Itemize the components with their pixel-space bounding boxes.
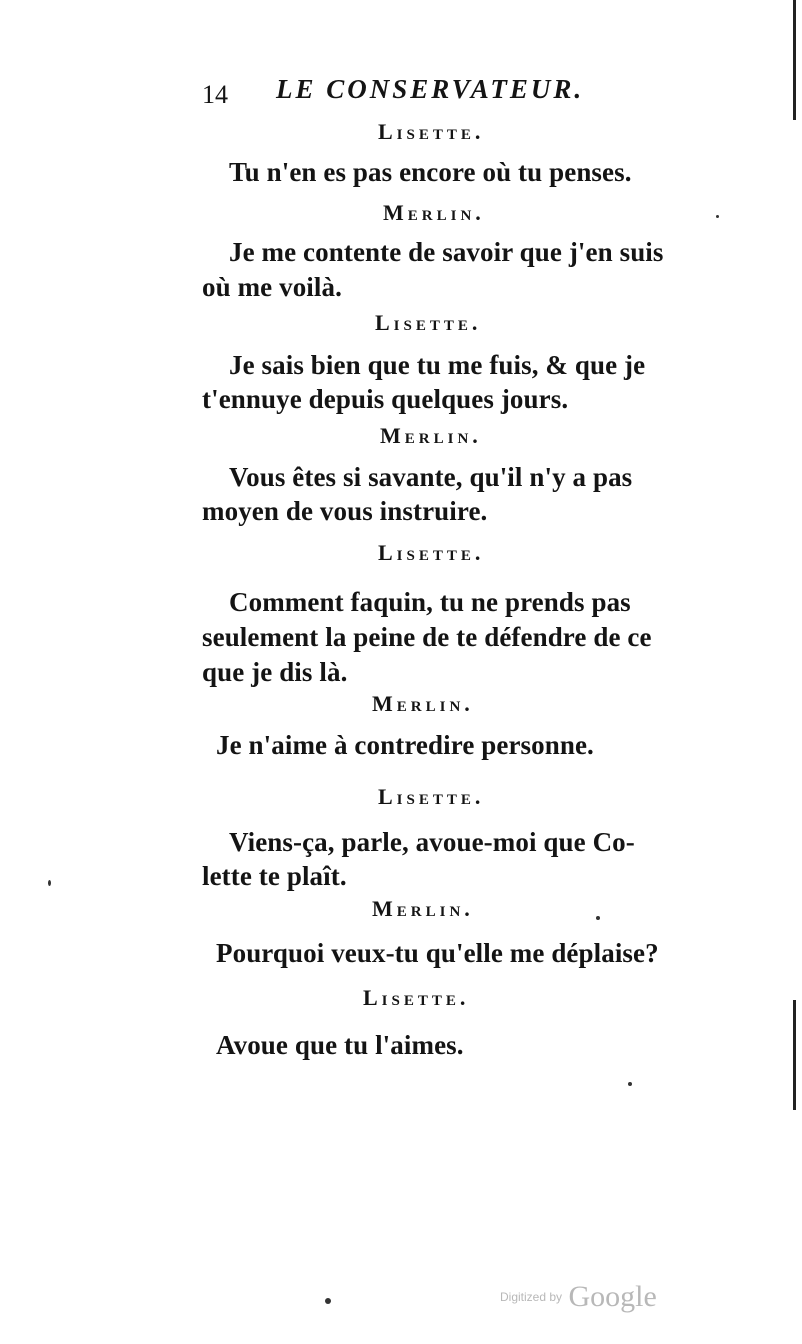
dialogue-line: Je me contente de savoir que j'en suis [229,237,664,267]
speaker-name: Merlin. [383,200,485,225]
dialogue-line: Je n'aime à contredire personne. [216,730,594,760]
speaker-name: Lisette. [378,540,485,565]
dialogue-line: Je sais bien que tu me fuis, & que je [229,350,646,380]
dialogue-line: Pourquoi veux-tu qu'elle me déplaise? [216,938,659,968]
running-title: LE CONSERVATEUR. [276,74,585,104]
dialogue-line: t'ennuye depuis quelques jours. [202,384,569,414]
watermark-prefix: Digitized by [500,1290,563,1304]
dialogue-line: Avoue que tu l'aimes. [216,1030,464,1060]
dialogue-line: où me voilà. [202,272,342,302]
speaker-name: Lisette. [375,310,482,335]
speaker-name: Merlin. [372,691,474,716]
speaker-name: Lisette. [378,784,485,809]
digitized-by-google-watermark [500,1280,657,1314]
speaker-name: Merlin. [380,423,482,448]
dialogue-line: moyen de vous instruire. [202,496,488,526]
scan-margin-line [793,1000,796,1110]
speaker-name: Merlin. [372,896,474,921]
dialogue-line: Comment faquin, tu ne prends pas [229,587,631,617]
dialogue-line: lette te plaît. [202,861,347,891]
page-header [202,74,662,114]
scan-speck [628,1082,632,1086]
scan-margin-line [793,0,796,120]
dialogue-line: Vous êtes si savante, qu'il n'y a pas [229,462,633,492]
dialogue-line: que je dis là. [202,657,348,687]
speaker-name: Lisette. [378,119,485,144]
scan-speck [596,916,600,920]
google-logo: Google [568,1280,657,1313]
dialogue-line: Viens-ça, parle, avoue-moi que Co- [229,827,635,857]
speaker-name: Lisette. [363,985,470,1010]
scan-speck [325,1298,331,1304]
scan-speck [716,215,719,218]
page-number: 14 [202,80,228,109]
dialogue-line: seulement la peine de te défendre de ce [202,622,652,652]
dialogue-line: Tu n'en es pas encore où tu penses. [229,157,632,187]
scan-speck [48,880,51,886]
